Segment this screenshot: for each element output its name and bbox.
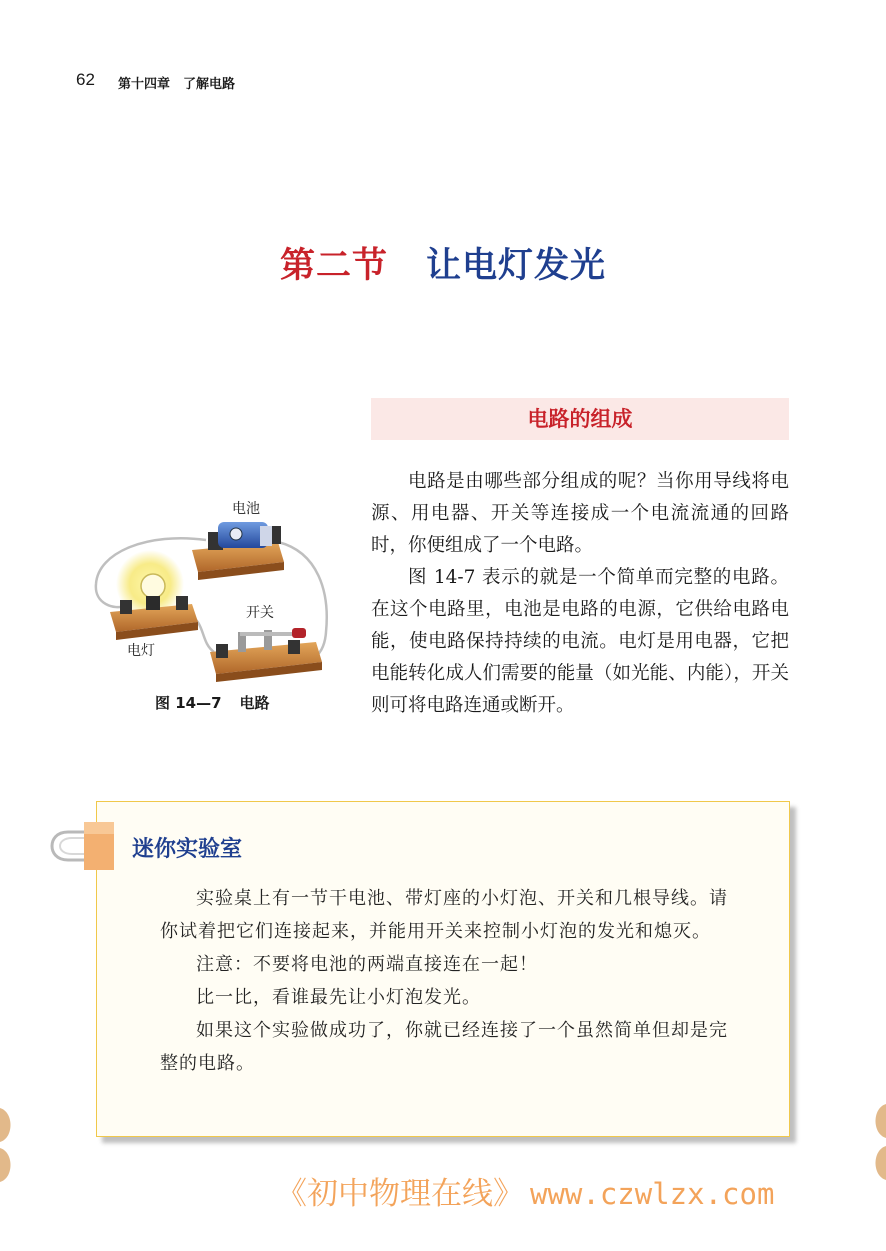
figure-label-lamp: 电灯 [127, 643, 155, 659]
mini-lab-title: 迷你实验室 [132, 837, 243, 862]
page-edge-tab-icon [868, 1104, 886, 1138]
mini-lab-paragraph: 实验桌上有一节干电池、带灯座的小灯泡、开关和几根导线。请你试着把它们连接起来，并能用开关来控制小灯泡的发光和熄灭。 [160, 888, 728, 942]
topic-heading-bar [371, 398, 789, 440]
watermark-url: www.czwlzx.com [530, 1177, 775, 1211]
figure-caption [155, 692, 270, 713]
page-edge-tab-icon [0, 1108, 18, 1142]
section-number: 第二节 [279, 245, 388, 286]
paper-clip-icon [50, 822, 120, 870]
figure-label-switch: 开关 [246, 605, 274, 621]
section-title [0, 238, 886, 288]
mini-lab-text [160, 882, 740, 1080]
page-edge-tab-icon [868, 1146, 886, 1180]
figure-label-battery: 电池 [232, 501, 260, 517]
chapter-title: 第十四章 了解电路 [118, 77, 236, 92]
section-name: 让电灯发光 [426, 246, 607, 286]
watermark [276, 1168, 774, 1213]
mini-lab-paragraph: 注意：不要将电池的两端直接连在一起！ [196, 954, 538, 975]
page-number: 62 [76, 70, 95, 89]
page-edge-tab-icon [0, 1148, 18, 1182]
mini-lab-paragraph: 如果这个实验做成功了，你就已经连接了一个虽然简单但却是完整的电路。 [160, 1020, 728, 1074]
figure-caption-title: 电路 [239, 694, 270, 712]
mini-lab-paragraph: 比一比，看谁最先让小灯泡发光。 [196, 987, 481, 1008]
body-paragraph: 电路是由哪些部分组成的呢？当你用导线将电源、用电器、开关等连接成一个电流流通的回路时，你便组成了一个电路。 [371, 471, 789, 556]
body-paragraph: 图 14-7 表示的就是一个简单而完整的电路。在这个电路里，电池是电路的电源，它供给电路电能，使电路保持持续的电流。电灯是用电器，它把电能转化成人们需要的能量（如光能、内能），开关则可将电路连通或断开。 [371, 567, 789, 716]
figure-caption-number: 图 14—7 [155, 694, 222, 712]
watermark-name: 《初中物理在线》 [276, 1176, 524, 1212]
body-text [371, 466, 789, 722]
circuit-illustration [88, 492, 338, 682]
topic-heading: 电路的组成 [527, 407, 633, 431]
